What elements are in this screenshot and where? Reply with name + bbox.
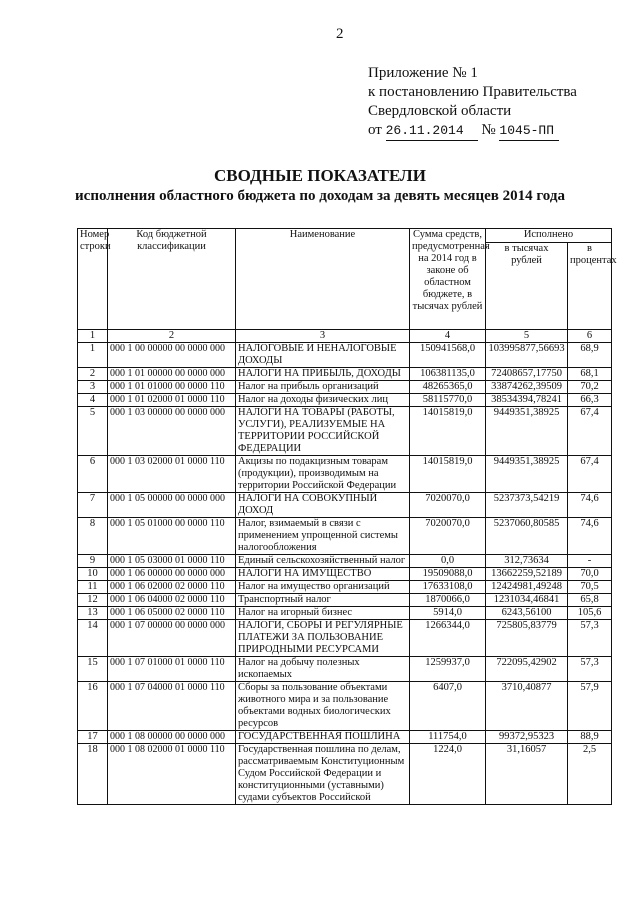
column-number-row: [78, 330, 612, 343]
cell-executed: 33874262,39509: [486, 381, 568, 394]
cell-code: 000 1 03 00000 00 0000 000: [108, 407, 236, 456]
cell-percent: 66,3: [568, 394, 612, 407]
column-number: 6: [568, 330, 612, 343]
cell-executed: 9449351,38925: [486, 407, 568, 456]
cell-executed: 9449351,38925: [486, 456, 568, 493]
cell-n: 17: [78, 731, 108, 744]
header-code: Код бюджетной классификации: [108, 229, 236, 330]
table-row: [78, 731, 612, 744]
cell-n: 15: [78, 657, 108, 682]
cell-code: 000 1 08 00000 00 0000 000: [108, 731, 236, 744]
table-row: [78, 581, 612, 594]
header-row-no: Номер строки: [78, 229, 108, 330]
cell-name: НАЛОГИ, СБОРЫ И РЕГУЛЯРНЫЕ ПЛАТЕЖИ ЗА ПОЛЬЗОВАНИЕ ПРИРОДНЫМИ РЕСУРСАМИ: [236, 620, 410, 657]
cell-name: Налог, взимаемый в связи с применением упрощенной системы налогообложения: [236, 518, 410, 555]
appendix-date-line: [368, 121, 577, 141]
appendix-block: [368, 64, 577, 141]
cell-planned: 1266344,0: [410, 620, 486, 657]
cell-n: 5: [78, 407, 108, 456]
cell-name: Налог на прибыль организаций: [236, 381, 410, 394]
header-executed: Исполнено: [486, 229, 612, 243]
cell-code: 000 1 08 02000 01 0000 110: [108, 744, 236, 805]
cell-planned: 7020070,0: [410, 493, 486, 518]
cell-name: НАЛОГОВЫЕ И НЕНАЛОГОВЫЕ ДОХОДЫ: [236, 343, 410, 368]
cell-code: 000 1 01 02000 01 0000 110: [108, 394, 236, 407]
cell-code: 000 1 00 00000 00 0000 000: [108, 343, 236, 368]
cell-planned: 14015819,0: [410, 407, 486, 456]
cell-n: 6: [78, 456, 108, 493]
table-row: [78, 607, 612, 620]
cell-executed: 3710,40877: [486, 682, 568, 731]
cell-name: НАЛОГИ НА ТОВАРЫ (РАБОТЫ, УСЛУГИ), РЕАЛИЗУЕМЫЕ НА ТЕРРИТОРИИ РОССИЙСКОЙ ФЕДЕРАЦИИ: [236, 407, 410, 456]
table-row: [78, 594, 612, 607]
cell-n: 7: [78, 493, 108, 518]
cell-executed: 5237060,80585: [486, 518, 568, 555]
cell-planned: 17633108,0: [410, 581, 486, 594]
cell-executed: 312,73634: [486, 555, 568, 568]
cell-percent: 74,6: [568, 493, 612, 518]
cell-percent: 70,0: [568, 568, 612, 581]
cell-percent: 67,4: [568, 407, 612, 456]
cell-planned: 0,0: [410, 555, 486, 568]
date-prefix: от: [368, 122, 382, 138]
table-row: [78, 394, 612, 407]
cell-code: 000 1 03 02000 01 0000 110: [108, 456, 236, 493]
cell-n: 9: [78, 555, 108, 568]
document-title: СВОДНЫЕ ПОКАЗАТЕЛИ: [214, 166, 426, 185]
cell-planned: 111754,0: [410, 731, 486, 744]
cell-n: 13: [78, 607, 108, 620]
cell-percent: 67,4: [568, 456, 612, 493]
cell-name: Государственная пошлина по делам, рассматриваемым Конституционным Судом Российской Федерации и конституционными (уставными) судами субъектов Российской: [236, 744, 410, 805]
cell-planned: 150941568,0: [410, 343, 486, 368]
cell-code: 000 1 06 00000 00 0000 000: [108, 568, 236, 581]
cell-executed: 12424981,49248: [486, 581, 568, 594]
table-row: [78, 456, 612, 493]
cell-code: 000 1 07 00000 00 0000 000: [108, 620, 236, 657]
cell-code: 000 1 05 03000 01 0000 110: [108, 555, 236, 568]
cell-name: Акцизы по подакцизным товарам (продукции), производимым на территории Российской Федерации: [236, 456, 410, 493]
column-number: 3: [236, 330, 410, 343]
appendix-line1: Приложение № 1: [368, 65, 478, 81]
table-row: [78, 381, 612, 394]
cell-percent: 57,9: [568, 682, 612, 731]
table-row: [78, 407, 612, 456]
cell-percent: 105,6: [568, 607, 612, 620]
cell-percent: 88,9: [568, 731, 612, 744]
cell-executed: 31,16057: [486, 744, 568, 805]
document-subtitle: исполнения областного бюджета по доходам за девять месяцев 2014 года: [75, 188, 565, 204]
cell-percent: 57,3: [568, 657, 612, 682]
table-row: [78, 682, 612, 731]
table-body: [78, 343, 612, 805]
cell-planned: 5914,0: [410, 607, 486, 620]
cell-n: 8: [78, 518, 108, 555]
table-row: [78, 620, 612, 657]
cell-planned: 14015819,0: [410, 456, 486, 493]
table-row: [78, 568, 612, 581]
table-row: [78, 343, 612, 368]
header-exec-thousands: в тысячах рублей: [486, 243, 568, 330]
cell-name: Налог на имущество организаций: [236, 581, 410, 594]
cell-planned: 7020070,0: [410, 518, 486, 555]
header-exec-percent: в процентах: [568, 243, 612, 330]
cell-name: НАЛОГИ НА ПРИБЫЛЬ, ДОХОДЫ: [236, 368, 410, 381]
cell-percent: 70,5: [568, 581, 612, 594]
cell-executed: 72408657,17750: [486, 368, 568, 381]
cell-code: 000 1 01 00000 00 0000 000: [108, 368, 236, 381]
cell-percent: 70,2: [568, 381, 612, 394]
cell-planned: 48265365,0: [410, 381, 486, 394]
cell-name: Единый сельскохозяйственный налог: [236, 555, 410, 568]
cell-n: 11: [78, 581, 108, 594]
cell-executed: 1231034,46841: [486, 594, 568, 607]
cell-code: 000 1 05 01000 00 0000 110: [108, 518, 236, 555]
cell-name: Сборы за пользование объектами животного мира и за пользование объектами водных биологических ресурсов: [236, 682, 410, 731]
cell-name: Транспортный налог: [236, 594, 410, 607]
cell-name: НАЛОГИ НА СОВОКУПНЫЙ ДОХОД: [236, 493, 410, 518]
cell-code: 000 1 06 05000 02 0000 110: [108, 607, 236, 620]
decree-date: 26.11.2014: [386, 121, 478, 141]
appendix-line2: к постановлению Правительства: [368, 84, 577, 100]
cell-n: 2: [78, 368, 108, 381]
cell-percent: 74,6: [568, 518, 612, 555]
cell-name: Налог на доходы физических лиц: [236, 394, 410, 407]
cell-executed: 103995877,56693: [486, 343, 568, 368]
cell-n: 10: [78, 568, 108, 581]
cell-planned: 19509088,0: [410, 568, 486, 581]
table-row: [78, 555, 612, 568]
cell-code: 000 1 07 01000 01 0000 110: [108, 657, 236, 682]
table-row: [78, 518, 612, 555]
cell-planned: 106381135,0: [410, 368, 486, 381]
cell-executed: 6243,56100: [486, 607, 568, 620]
cell-code: 000 1 06 02000 02 0000 110: [108, 581, 236, 594]
cell-executed: 725805,83779: [486, 620, 568, 657]
cell-code: 000 1 07 04000 01 0000 110: [108, 682, 236, 731]
cell-n: 4: [78, 394, 108, 407]
revenue-table: [77, 228, 617, 805]
cell-code: 000 1 01 01000 00 0000 110: [108, 381, 236, 394]
header-name: Наименование: [236, 229, 410, 330]
cell-planned: 58115770,0: [410, 394, 486, 407]
cell-name: Налог на игорный бизнес: [236, 607, 410, 620]
cell-percent: 68,1: [568, 368, 612, 381]
cell-executed: 99372,95323: [486, 731, 568, 744]
table-row: [78, 493, 612, 518]
cell-n: 18: [78, 744, 108, 805]
cell-n: 14: [78, 620, 108, 657]
cell-planned: 1259937,0: [410, 657, 486, 682]
cell-planned: 1870066,0: [410, 594, 486, 607]
cell-executed: 722095,42902: [486, 657, 568, 682]
cell-name: ГОСУДАРСТВЕННАЯ ПОШЛИНА: [236, 731, 410, 744]
cell-planned: 6407,0: [410, 682, 486, 731]
page-number: 2: [336, 26, 344, 42]
cell-planned: 1224,0: [410, 744, 486, 805]
cell-name: НАЛОГИ НА ИМУЩЕСТВО: [236, 568, 410, 581]
cell-percent: -: [568, 555, 612, 568]
cell-n: 1: [78, 343, 108, 368]
cell-percent: 57,3: [568, 620, 612, 657]
cell-executed: 38534394,78241: [486, 394, 568, 407]
cell-code: 000 1 06 04000 02 0000 110: [108, 594, 236, 607]
table-row: [78, 657, 612, 682]
cell-name: Налог на добычу полезных ископаемых: [236, 657, 410, 682]
cell-executed: 5237373,54219: [486, 493, 568, 518]
cell-percent: 2,5: [568, 744, 612, 805]
cell-percent: 68,9: [568, 343, 612, 368]
column-number: 1: [78, 330, 108, 343]
column-number: 2: [108, 330, 236, 343]
cell-code: 000 1 05 00000 00 0000 000: [108, 493, 236, 518]
appendix-line3: Свердловской области: [368, 103, 512, 119]
column-number: 5: [486, 330, 568, 343]
cell-executed: 13662259,52189: [486, 568, 568, 581]
column-number: 4: [410, 330, 486, 343]
decree-number: 1045-ПП: [499, 121, 559, 141]
number-prefix: №: [481, 122, 496, 138]
cell-n: 16: [78, 682, 108, 731]
cell-percent: 65,8: [568, 594, 612, 607]
cell-n: 12: [78, 594, 108, 607]
table-row: [78, 368, 612, 381]
table-row: [78, 744, 612, 805]
header-planned: Сумма средств, предусмотренная на 2014 год в законе об областном бюджете, в тысячах рублей: [410, 229, 486, 330]
cell-n: 3: [78, 381, 108, 394]
